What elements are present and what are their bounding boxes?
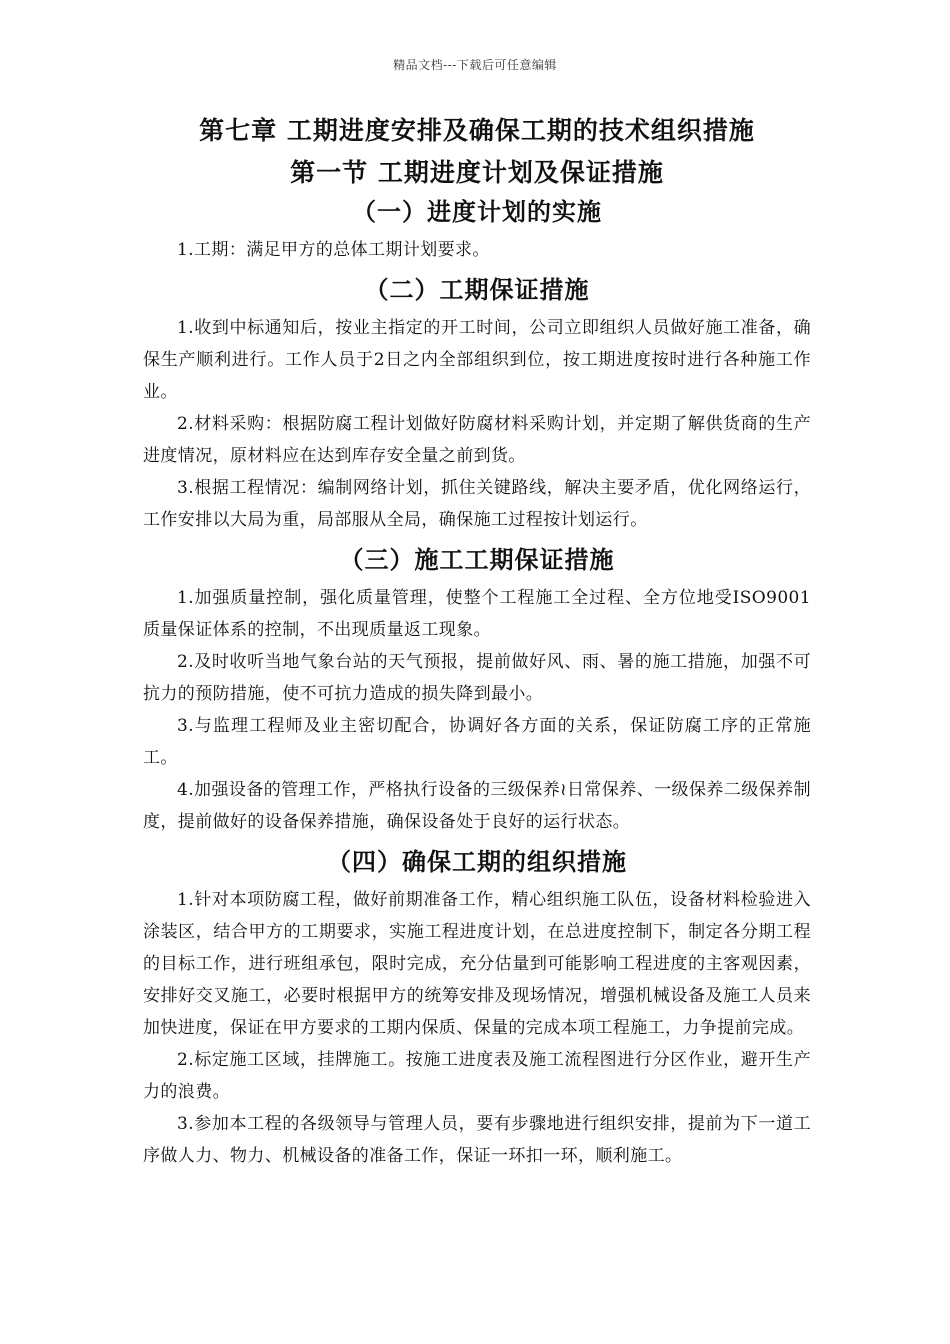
paragraph: 4.加强设备的管理工作，严格执行设备的三级保养≀日常保养、一级保养二级保养制度，提前做好的设备保养措施，确保设备处于良好的运行状态。 [143, 780, 811, 832]
subsection-1 [143, 198, 811, 266]
paragraph: 2.及时收听当地气象台站的天气预报，提前做好风、雨、暑的施工措施，加强不可抗力的预防措施，使不可抗力造成的损失降到最小。 [143, 652, 811, 704]
paragraph: 1.加强质量控制，强化质量管理，使整个工程施工全过程、全方位地受ISO9001质量保证体系的控制，不出现质量返工现象。 [143, 588, 811, 640]
paragraph: 1.针对本项防腐工程，做好前期准备工作，精心组织施工队伍，设备材料检验进入涂装区，结合甲方的工期要求，实施工程进度计划，在总进度控制下，制定各分期工程的目标工作，进行班组承包，限时完成，充分估量到可能影响工程进度的主客观因素，安排好交叉施工，必要时根据甲方的统筹安排及现场情况，增强机械设备及施工人员来加快进度，保证在甲方要求的工期内保质、保量的完成本项工程施工，力争提前完成。 [143, 890, 811, 1038]
section-title: 第一节 工期进度计划及保证措施 [290, 158, 664, 187]
subsection-3 [143, 546, 811, 838]
paragraph: 2.材料采购：根据防腐工程计划做好防腐材料采购计划，并定期了解供货商的生产进度情况，原材料应在达到库存安全量之前到货。 [143, 414, 811, 466]
page-header: 精品文档---下载后可任意编辑 [393, 58, 557, 72]
paragraph: 1.收到中标通知后，按业主指定的开工时间，公司立即组织人员做好施工准备，确保生产顺利进行。工作人员于2日之内全部组织到位，按工期进度按时进行各种施工作业。 [143, 318, 811, 402]
document-body [143, 116, 811, 1172]
subsection-4 [143, 848, 811, 1172]
subsection-2 [143, 276, 811, 536]
subsection-title: （一）进度计划的实施 [352, 197, 602, 226]
paragraph: 1.工期：满足甲方的总体工期计划要求。 [177, 240, 490, 260]
subsection-title: （三）施工工期保证措施 [339, 545, 615, 574]
chapter-title: 第七章 工期进度安排及确保工期的技术组织措施 [199, 116, 755, 145]
subsection-title: （二）工期保证措施 [364, 275, 590, 304]
paragraph: 3.根据工程情况：编制网络计划，抓住关键路线，解决主要矛盾，优化网络运行，工作安排以大局为重，局部服从全局，确保施工过程按计划运行。 [143, 478, 811, 530]
paragraph: 2.标定施工区域，挂牌施工。按施工进度表及施工流程图进行分区作业，避开生产力的浪费。 [143, 1050, 811, 1102]
subsection-title: （四）确保工期的组织措施 [327, 847, 627, 876]
paragraph: 3.参加本工程的各级领导与管理人员，要有步骤地进行组织安排，提前为下一道工序做人力、物力、机械设备的准备工作，保证一环扣一环，顺利施工。 [143, 1114, 811, 1166]
paragraph: 3.与监理工程师及业主密切配合，协调好各方面的关系，保证防腐工序的正常施工。 [143, 716, 811, 768]
